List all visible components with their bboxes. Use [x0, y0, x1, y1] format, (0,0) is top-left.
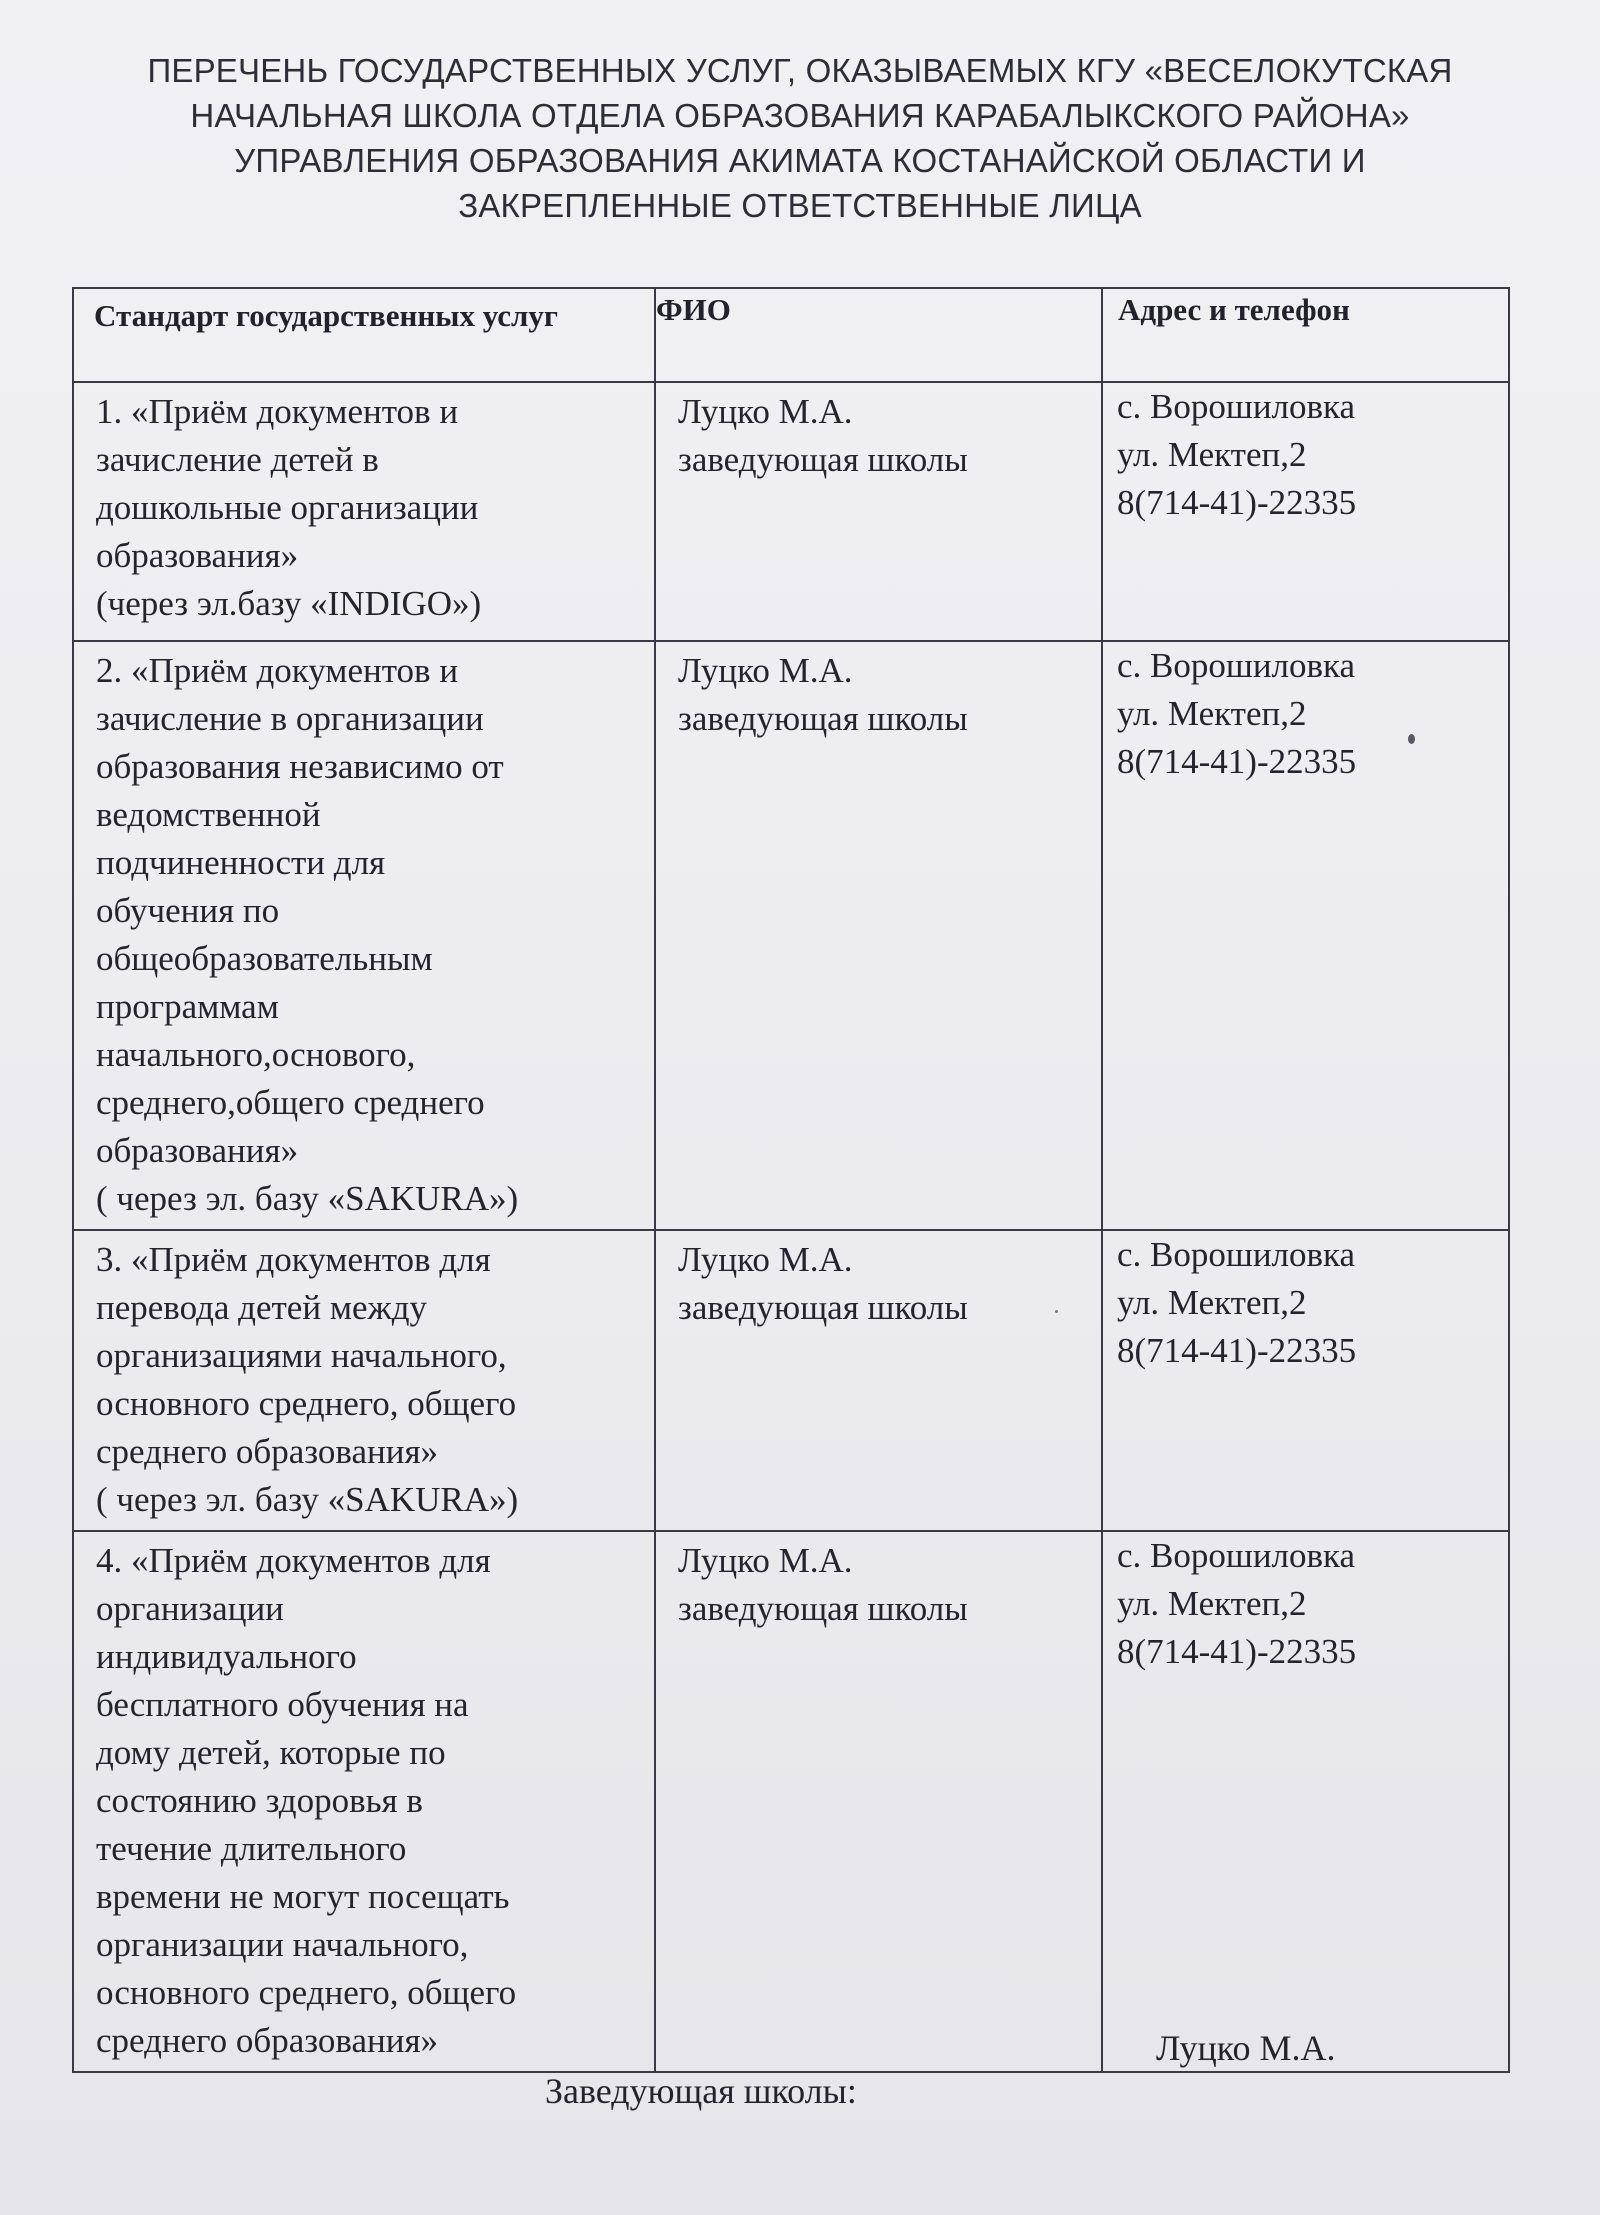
title-line: НАЧАЛЬНАЯ ШКОЛА ОТДЕЛА ОБРАЗОВАНИЯ КАРАБАЛЫКСКОГО РАЙОНА»	[190, 97, 1410, 134]
cell-line: ул. Мектеп,2	[1117, 1283, 1307, 1322]
header-fio: ФИО	[655, 288, 1102, 382]
cell-line: ул. Мектеп,2	[1117, 435, 1307, 474]
cell-line: перевода детей между	[96, 1288, 427, 1327]
cell-line: 4. «Приём документов для	[96, 1541, 491, 1580]
table-row	[73, 1531, 1509, 2072]
responsible-person-cell	[655, 1531, 1102, 2072]
cell-line: с. Ворошиловка	[1117, 646, 1356, 685]
cell-line: с. Ворошиловка	[1117, 1536, 1356, 1575]
responsible-person-cell	[655, 382, 1102, 641]
address-phone-cell	[1102, 1531, 1509, 2072]
responsible-person-cell	[655, 641, 1102, 1230]
cell-line: основного среднего, общего	[96, 1384, 517, 1423]
title-line: ЗАКРЕПЛЕННЫЕ ОТВЕТСТВЕННЫЕ ЛИЦА	[458, 187, 1142, 224]
cell-line: основного среднего, общего	[96, 1973, 517, 2012]
cell-line: зачисление в организации	[96, 699, 484, 738]
cell-line: заведующая школы	[678, 1589, 968, 1628]
cell-line: образования»	[96, 1131, 299, 1170]
table-row	[73, 382, 1509, 641]
paper-speck	[1408, 734, 1415, 744]
table-row	[73, 641, 1509, 1230]
cell-line: заведующая школы	[678, 1288, 968, 1327]
address-phone-cell	[1102, 641, 1509, 1230]
cell-line: 8(714-41)-22335	[1117, 1331, 1357, 1370]
address-phone-cell	[1102, 1230, 1509, 1531]
responsible-person-cell	[655, 1230, 1102, 1531]
cell-line: Луцко М.А.	[678, 392, 853, 431]
cell-line: зачисление детей в	[96, 440, 379, 479]
signature-name: Луцко М.А.	[1156, 2028, 1336, 2068]
signature-label: Заведующая школы:	[545, 2071, 857, 2111]
cell-line: общеобразовательным	[96, 939, 433, 978]
cell-line: 3. «Приём документов для	[96, 1240, 491, 1279]
table-row	[73, 1230, 1509, 1531]
service-standard-cell	[73, 1531, 655, 2072]
cell-line: ул. Мектеп,2	[1117, 1584, 1307, 1623]
cell-line: индивидуального	[96, 1637, 357, 1676]
cell-line: подчиненности для	[96, 843, 386, 882]
cell-line: 8(714-41)-22335	[1117, 742, 1357, 781]
address-phone-cell	[1102, 382, 1509, 641]
cell-line: 8(714-41)-22335	[1117, 1632, 1357, 1671]
cell-line: состоянию здоровья в	[96, 1781, 423, 1820]
paper-speck	[1055, 1310, 1058, 1313]
cell-line: Луцко М.А.	[678, 1541, 853, 1580]
document-title	[60, 48, 1540, 228]
cell-line: дошкольные организации	[96, 488, 479, 527]
cell-line: ( через эл. базу «SAKURA»)	[96, 1480, 519, 1519]
title-line: УПРАВЛЕНИЯ ОБРАЗОВАНИЯ АКИМАТА КОСТАНАЙСКОЙ ОБЛАСТИ И	[234, 142, 1366, 179]
header-standard: Стандарт государственных услуг	[73, 288, 655, 382]
cell-line: ( через эл. базу «SAKURA»)	[96, 1179, 519, 1218]
cell-line: образования независимо от	[96, 747, 504, 786]
cell-line: ул. Мектеп,2	[1117, 694, 1307, 733]
cell-line: времени не могут посещать	[96, 1877, 510, 1916]
cell-line: начального,основого,	[96, 1035, 416, 1074]
cell-line: организациями начального,	[96, 1336, 507, 1375]
cell-line: с. Ворошиловка	[1117, 387, 1356, 426]
cell-line: заведующая школы	[678, 699, 968, 738]
cell-line: 8(714-41)-22335	[1117, 483, 1357, 522]
cell-line: организации начального,	[96, 1925, 469, 1964]
cell-line: с. Ворошиловка	[1117, 1235, 1356, 1274]
cell-line: 1. «Приём документов и	[96, 392, 459, 431]
cell-line: бесплатного обучения на	[96, 1685, 469, 1724]
cell-line: среднего образования»	[96, 2021, 439, 2060]
cell-line: программам	[96, 987, 279, 1026]
header-address: Адрес и телефон	[1102, 288, 1509, 382]
service-standard-cell	[73, 1230, 655, 1531]
cell-line: (через эл.базу «INDIGO»)	[96, 584, 482, 623]
cell-line: образования»	[96, 536, 299, 575]
cell-line: организации	[96, 1589, 284, 1628]
cell-line: обучения по	[96, 891, 280, 930]
service-standard-cell	[73, 641, 655, 1230]
cell-line: среднего,общего среднего	[96, 1083, 485, 1122]
service-standard-cell	[73, 382, 655, 641]
services-table	[72, 287, 1510, 2073]
cell-line: течение длительного	[96, 1829, 407, 1868]
title-line: ПЕРЕЧЕНЬ ГОСУДАРСТВЕННЫХ УСЛУГ, ОКАЗЫВАЕМЫХ КГУ «ВЕСЕЛОКУТСКАЯ	[147, 52, 1453, 89]
table-header-row	[73, 288, 1509, 382]
cell-line: Луцко М.А.	[678, 1240, 853, 1279]
cell-line: заведующая школы	[678, 440, 968, 479]
cell-line: ведомственной	[96, 795, 321, 834]
cell-line: среднего образования»	[96, 1432, 439, 1471]
cell-line: Луцко М.А.	[678, 651, 853, 690]
cell-line: 2. «Приём документов и	[96, 651, 459, 690]
cell-line: дому детей, которые по	[96, 1733, 446, 1772]
